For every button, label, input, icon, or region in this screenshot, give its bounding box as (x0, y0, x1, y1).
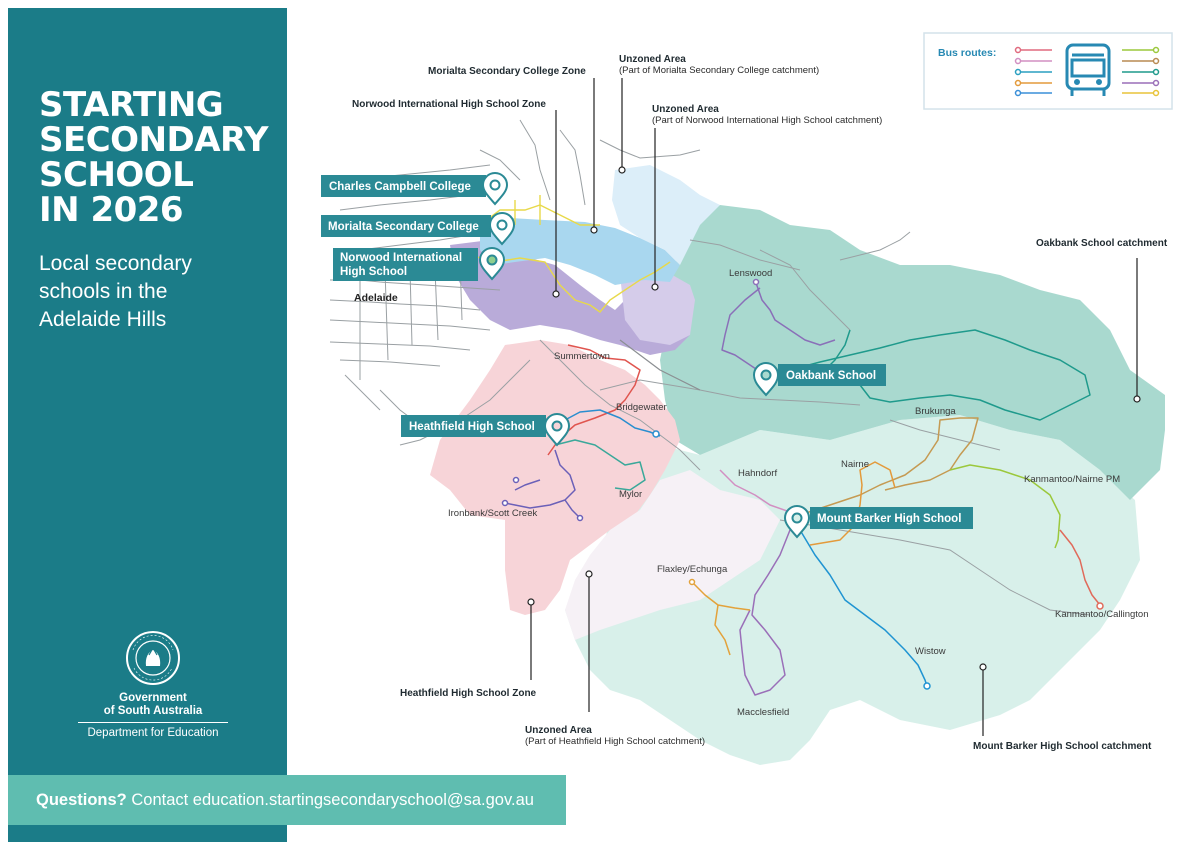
town-macclesfield: Macclesfield (737, 707, 790, 718)
pin-dot (762, 371, 771, 380)
town-adelaide: Adelaide (354, 292, 398, 304)
subtitle-line: Local secondary (39, 252, 192, 275)
sa-government-seal-icon (125, 630, 181, 686)
town-kanmantoo-nairne: Kanmantoo/Nairne PM (1024, 474, 1121, 485)
town-hahndorf: Hahndorf (738, 468, 778, 479)
town-lenswood: Lenswood (729, 268, 773, 279)
route-stop (653, 431, 659, 437)
school-label: Morialta Secondary College (328, 221, 479, 233)
town-flaxley: Flaxley/Echunga (657, 564, 728, 575)
route-stop (754, 280, 759, 285)
town-brukunga: Brukunga (915, 406, 956, 417)
heathfield-zone-label: Heathfield High School Zone (400, 688, 537, 699)
unzoned-heathfield-label: Unzoned Area (525, 725, 592, 736)
school-charles-campbell[interactable] (321, 175, 486, 197)
bus-routes-legend (924, 33, 1172, 109)
route-stop (690, 580, 695, 585)
page-title (39, 85, 269, 230)
unzoned-norwood-label: Unzoned Area (652, 104, 719, 115)
zone-fills (430, 165, 1165, 765)
title-line: STARTING (39, 85, 224, 125)
route-stop (924, 683, 930, 689)
school-label-line1: Norwood International (340, 252, 463, 264)
unzoned-heathfield-sub: (Part of Heathfield High School catchment) (525, 736, 706, 747)
page-subtitle (39, 250, 192, 334)
school-label: Oakbank School (786, 370, 877, 382)
pin-dot (491, 181, 500, 190)
route-stop (514, 478, 519, 483)
town-ironbank: Ironbank/Scott Creek (448, 508, 538, 519)
school-label: Mount Barker High School (817, 513, 962, 525)
town-kanmantoo-callington: Kanmantoo/Callington (1055, 609, 1149, 620)
pin-dot (553, 422, 562, 431)
pin-dot (488, 256, 497, 265)
school-mount-barker[interactable] (810, 507, 973, 529)
title-line: SCHOOL (39, 155, 194, 195)
pin-dot (793, 514, 802, 523)
mount-barker-catchment-label: Mount Barker High School catchment (973, 741, 1152, 752)
school-label: Heathfield High School (409, 421, 535, 433)
questions-label: Questions? (36, 791, 127, 809)
route-stop (503, 501, 508, 506)
school-label: Charles Campbell College (329, 181, 471, 193)
norwood-zone-label: Norwood International High School Zone (352, 99, 546, 110)
oakbank-catchment-label: Oakbank School catchment (1036, 238, 1168, 249)
title-line: IN 2026 (39, 190, 184, 230)
subtitle-line: schools in the (39, 280, 168, 303)
unzoned-morialta-sub: (Part of Morialta Secondary College catchment) (619, 65, 820, 76)
unzoned-morialta-label: Unzoned Area (619, 54, 686, 65)
school-oakbank[interactable] (778, 364, 886, 386)
school-heathfield[interactable] (401, 415, 546, 437)
government-name-line2: of South Australia (103, 705, 203, 717)
contact-text (36, 791, 534, 810)
title-line: SECONDARY (39, 120, 269, 160)
subtitle-line: Adelaide Hills (39, 308, 167, 331)
government-name-line1: Government (119, 692, 187, 704)
town-nairne: Nairne (841, 459, 869, 470)
town-mylor: Mylor (619, 489, 643, 500)
department-name: Department for Education (78, 722, 228, 739)
questions-bar (8, 775, 566, 825)
government-logo-block (78, 630, 228, 739)
legend-box (924, 33, 1172, 109)
contact-email-link[interactable]: Contact education.startingsecondaryschool@sa.gov.au (126, 791, 534, 809)
unzoned-norwood-sub: (Part of Norwood International High School catchment) (652, 115, 883, 126)
school-norwood[interactable] (333, 248, 478, 281)
sidebar-panel (8, 8, 287, 842)
school-morialta[interactable] (321, 215, 491, 237)
town-summertown: Summertown (554, 351, 610, 362)
town-wistow: Wistow (915, 646, 946, 657)
route-stop (578, 516, 583, 521)
school-label-line2: High School (340, 266, 408, 278)
pin-dot (498, 221, 507, 230)
town-bridgewater: Bridgewater (616, 402, 667, 413)
morialta-zone-label: Morialta Secondary College Zone (428, 66, 586, 77)
legend-title: Bus routes: (938, 47, 997, 59)
